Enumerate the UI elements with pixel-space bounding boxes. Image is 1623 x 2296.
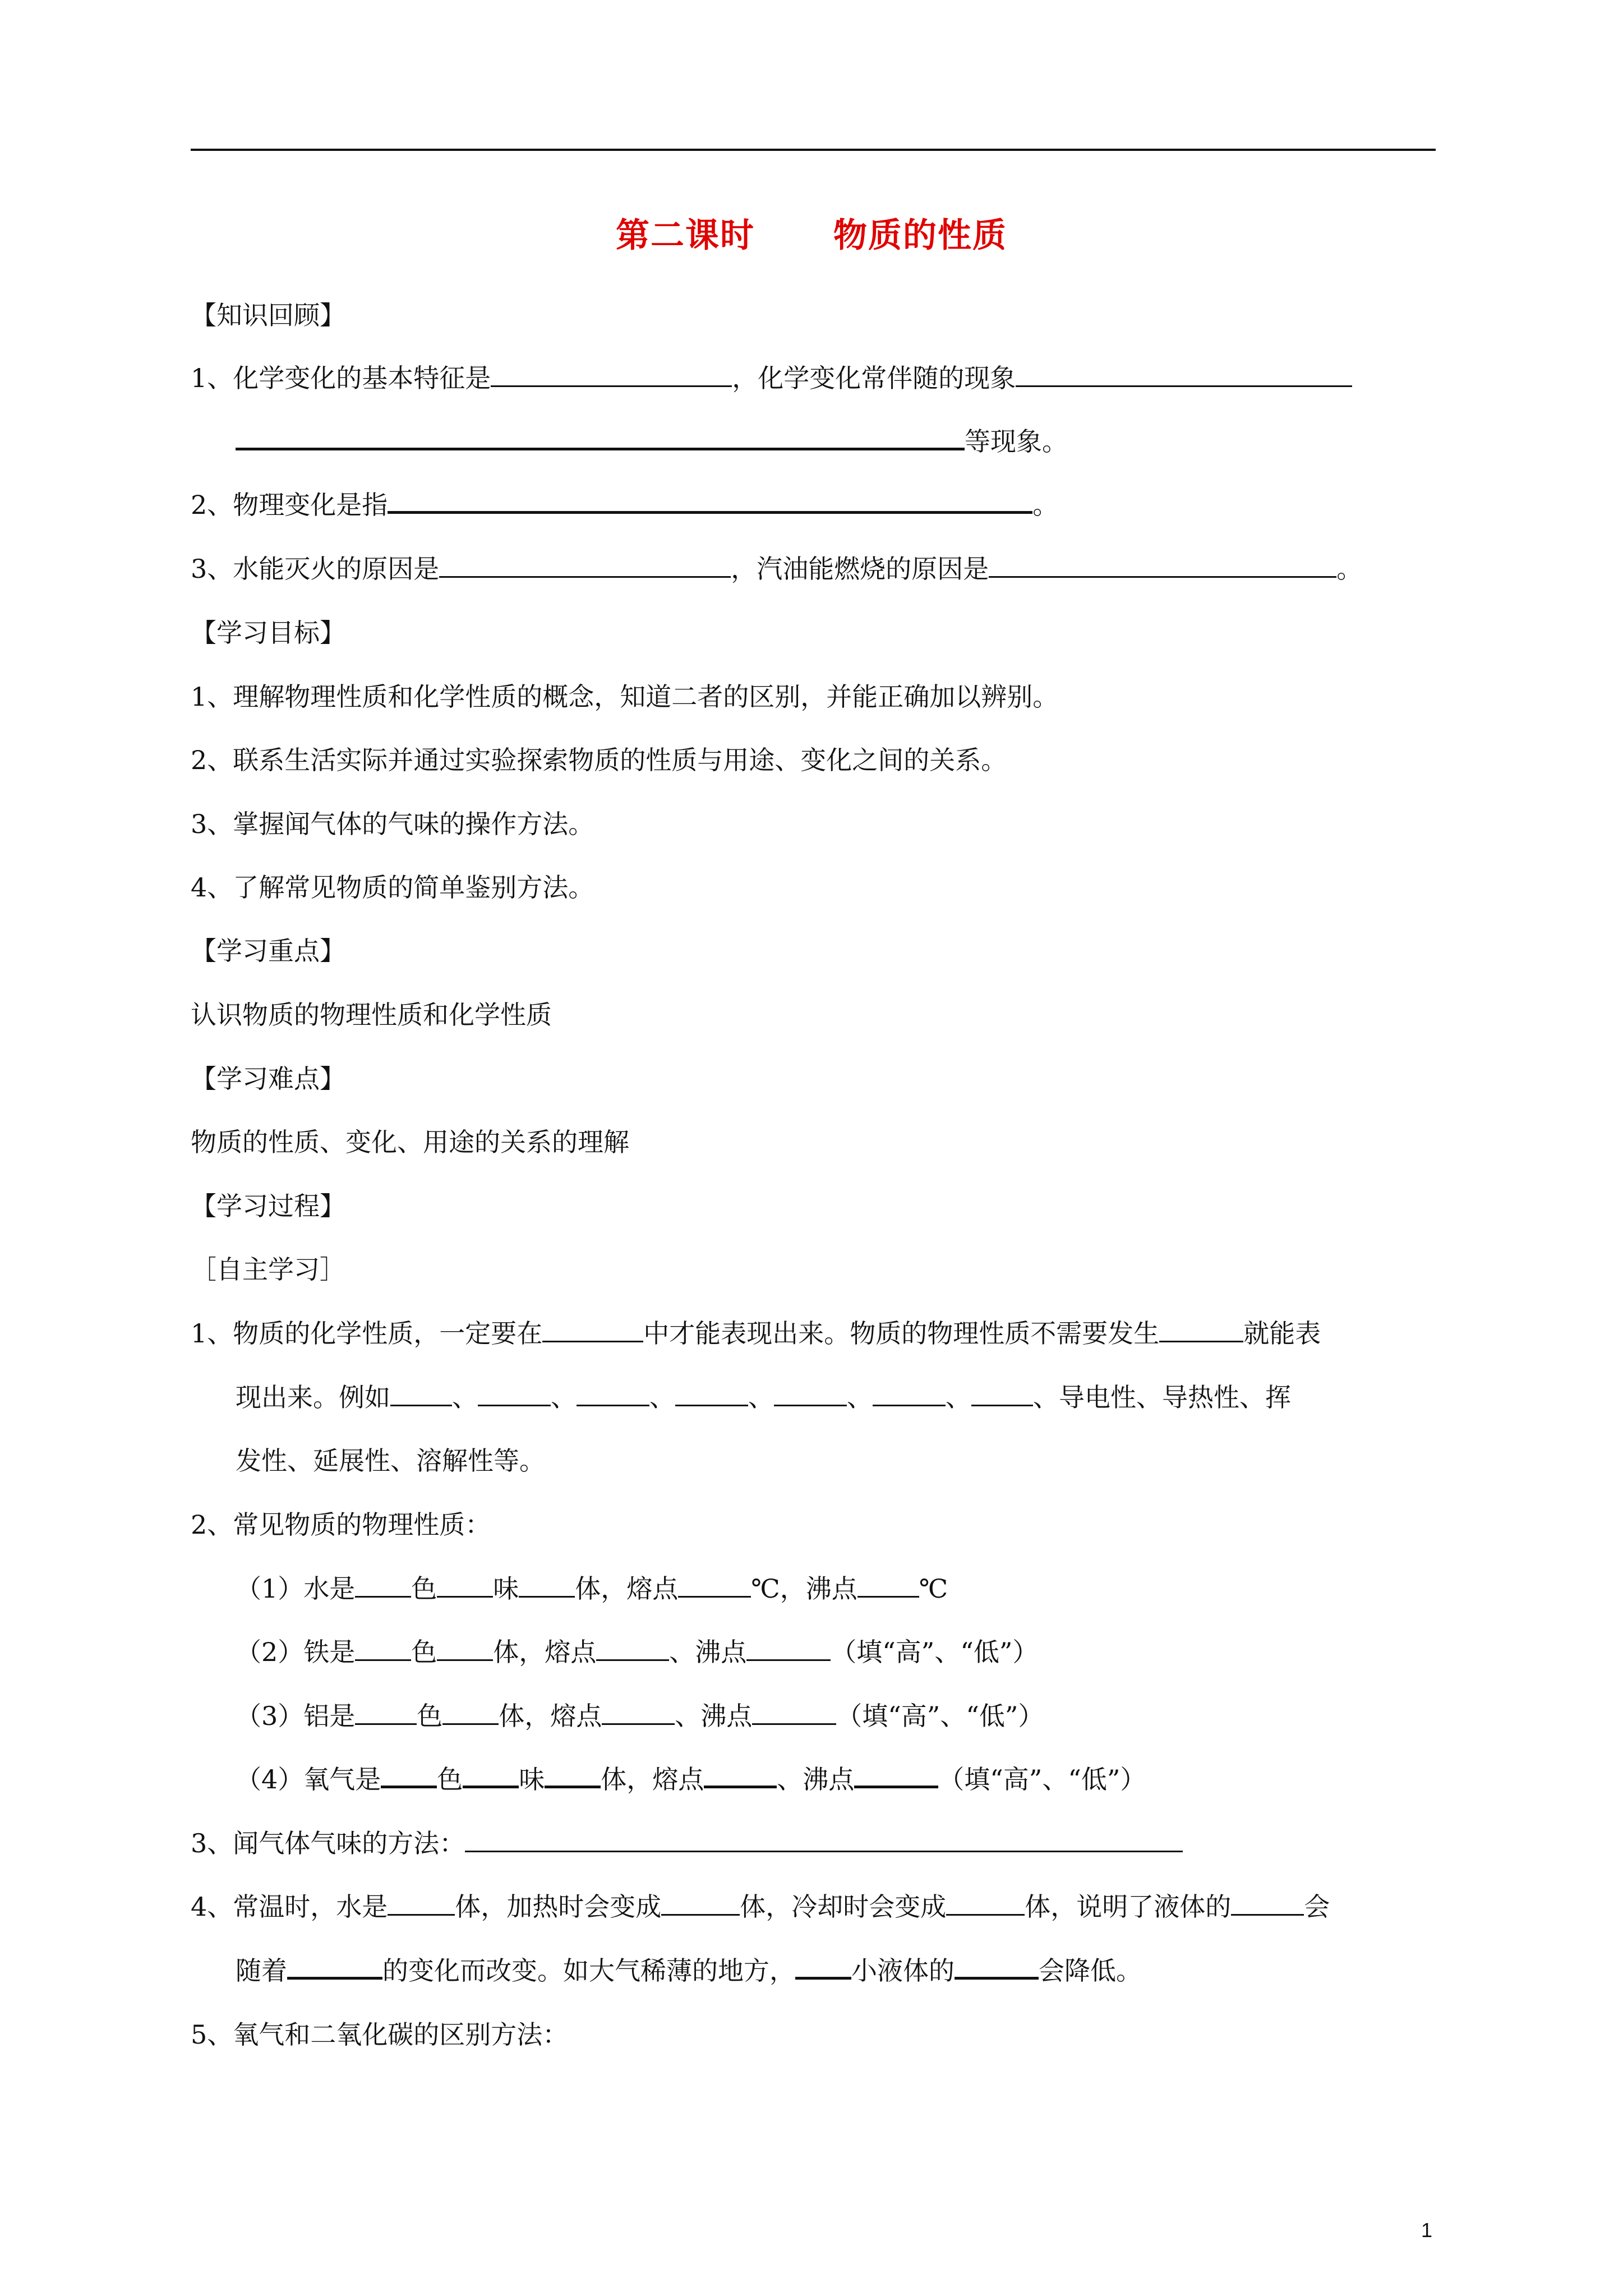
process-2-aluminium: （3）铝是 色 体，熔点 、沸点 （填“高”、“低”） bbox=[236, 1701, 1044, 1731]
blank[interactable] bbox=[355, 1700, 417, 1725]
blank[interactable] bbox=[774, 1381, 847, 1406]
blank[interactable] bbox=[542, 1317, 643, 1342]
goal-2: 2、联系生活实际并通过实验探索物质的性质与用途、变化之间的关系。 bbox=[191, 745, 1007, 775]
page-number: 1 bbox=[1421, 2219, 1432, 2242]
question-2: 2、物理变化是指 。 bbox=[191, 487, 1058, 523]
key-point: 认识物质的物理性质和化学性质 bbox=[191, 1000, 552, 1030]
blank[interactable] bbox=[355, 1572, 411, 1598]
blank[interactable] bbox=[661, 1890, 740, 1916]
blank[interactable] bbox=[795, 1953, 851, 1980]
section-heading-difficulty: 【学习难点】 bbox=[191, 1064, 345, 1094]
process-3: 3、闻气体气味的方法： bbox=[191, 1825, 1183, 1861]
question-1-line-1: 1、化学变化的基本特征是 ，化学变化常伴随的现象 bbox=[191, 360, 1352, 396]
goal-3: 3、掌握闻气体的气味的操作方法。 bbox=[191, 809, 594, 839]
blank[interactable] bbox=[675, 1381, 748, 1406]
goal-1: 1、理解物理性质和化学性质的概念，知道二者的区别，并能正确加以辨别。 bbox=[191, 682, 1059, 712]
blank[interactable] bbox=[989, 553, 1336, 578]
process-2-iron: （2）铁是 色 体，熔点 、沸点 （填“高”、“低”） bbox=[236, 1637, 1039, 1667]
blank[interactable] bbox=[437, 1636, 493, 1661]
section-heading-process: 【学习过程】 bbox=[191, 1191, 345, 1221]
section-heading-goals: 【学习目标】 bbox=[191, 618, 345, 648]
blank[interactable] bbox=[442, 1700, 499, 1725]
blank[interactable] bbox=[678, 1572, 751, 1598]
title-topic: 物质的性质 bbox=[833, 216, 1007, 255]
blank[interactable] bbox=[236, 424, 965, 450]
blank[interactable] bbox=[491, 362, 732, 387]
blank[interactable] bbox=[463, 1762, 519, 1788]
blank[interactable] bbox=[946, 1890, 1025, 1916]
blank[interactable] bbox=[287, 1953, 382, 1980]
process-5: 5、氧气和二氧化碳的区别方法： bbox=[191, 2019, 569, 2050]
process-2-water: （1）水是 色 味 体，熔点 ℃，沸点 ℃ bbox=[236, 1573, 948, 1604]
process-1-line-2: 现出来。例如 、 、 、 、 、 、 、导电性、导热性、挥 bbox=[236, 1382, 1291, 1412]
difficulty-point: 物质的性质、变化、用途的关系的理解 bbox=[191, 1127, 629, 1157]
page-title bbox=[0, 212, 1623, 259]
blank[interactable] bbox=[519, 1572, 575, 1598]
blank[interactable] bbox=[437, 1572, 493, 1598]
blank[interactable] bbox=[971, 1381, 1033, 1406]
blank[interactable] bbox=[596, 1636, 669, 1661]
blank[interactable] bbox=[465, 1827, 1183, 1852]
blank[interactable] bbox=[602, 1700, 675, 1725]
blank[interactable] bbox=[439, 553, 731, 578]
blank[interactable] bbox=[1016, 362, 1352, 387]
blank[interactable] bbox=[873, 1381, 946, 1406]
blank[interactable] bbox=[854, 1762, 938, 1788]
blank[interactable] bbox=[1231, 1890, 1304, 1916]
blank[interactable] bbox=[704, 1762, 777, 1788]
title-lesson: 第二课时 bbox=[616, 216, 755, 255]
header-rule bbox=[191, 149, 1436, 151]
question-1-line-2: 等现象。 bbox=[236, 424, 1068, 459]
blank[interactable] bbox=[390, 1381, 452, 1406]
section-heading-key: 【学习重点】 bbox=[191, 936, 345, 966]
blank[interactable] bbox=[857, 1572, 919, 1598]
self-study-label: ［自主学习］ bbox=[191, 1254, 345, 1285]
process-2-heading: 2、常见物质的物理性质： bbox=[191, 1510, 491, 1540]
blank[interactable] bbox=[478, 1381, 551, 1406]
blank[interactable] bbox=[381, 1762, 437, 1788]
blank[interactable] bbox=[1159, 1317, 1243, 1342]
blank[interactable] bbox=[577, 1381, 649, 1406]
process-1-line-3: 发性、延展性、溶解性等。 bbox=[236, 1446, 545, 1476]
blank[interactable] bbox=[545, 1762, 601, 1788]
blank[interactable] bbox=[355, 1636, 411, 1661]
process-2-oxygen: （4）氧气是 色 味 体，熔点 、沸点 （填“高”、“低”） bbox=[236, 1761, 1146, 1797]
question-3: 3、水能灭火的原因是 ，汽油能燃烧的原因是 。 bbox=[191, 554, 1363, 584]
goal-4: 4、了解常见物质的简单鉴别方法。 bbox=[191, 872, 594, 903]
blank[interactable] bbox=[955, 1953, 1039, 1980]
blank[interactable] bbox=[746, 1636, 831, 1661]
process-1-line-1: 1、物质的化学性质，一定要在 中才能表现出来。物质的物理性质不需要发生 就能表 bbox=[191, 1318, 1321, 1349]
blank[interactable] bbox=[388, 487, 1032, 514]
process-4-line-1: 4、常温时，水是 体，加热时会变成 体，冷却时会变成 体，说明了液体的 会 bbox=[191, 1892, 1330, 1922]
section-heading-review: 【知识回顾】 bbox=[191, 300, 345, 330]
process-4-line-2: 随着 的变化而改变。如大气稀薄的地方， 小液体的 会降低。 bbox=[236, 1953, 1142, 1989]
blank[interactable] bbox=[752, 1700, 836, 1725]
blank[interactable] bbox=[388, 1890, 455, 1916]
